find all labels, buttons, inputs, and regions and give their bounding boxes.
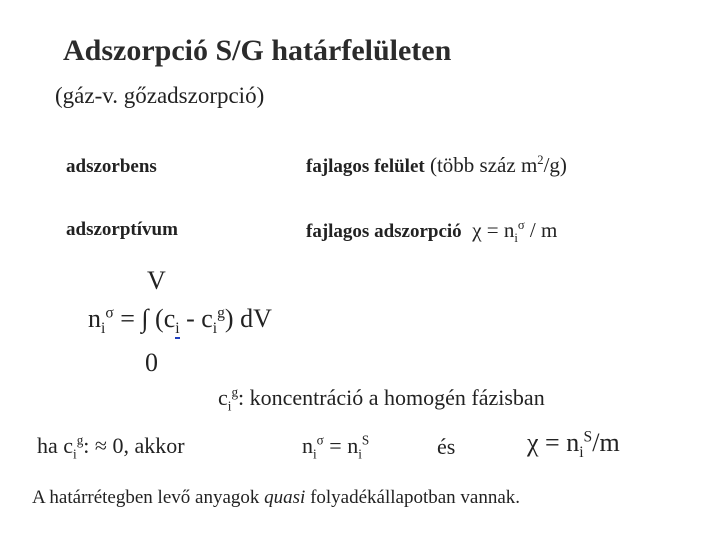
condition-ha-subscript: i xyxy=(73,446,77,462)
footer-sentence xyxy=(32,488,520,507)
subtitle: (gáz-v. gőzadszorpció) xyxy=(55,83,265,108)
concentration-note xyxy=(218,384,545,414)
equality-rhs: = n xyxy=(323,433,359,458)
chi-result-end: /m xyxy=(592,428,620,457)
equality-rhs-superscript: S xyxy=(361,432,370,448)
chi-result-superscript: S xyxy=(583,428,593,446)
integral-equation xyxy=(88,304,272,338)
condition-ha-end: : ≈ 0, akkor xyxy=(83,433,185,458)
condition-ha: ha c xyxy=(37,433,74,458)
note-superscript: g xyxy=(231,384,239,400)
surface-excess-equality xyxy=(302,432,370,462)
chi-result xyxy=(527,428,620,462)
integral-tail: ) dV xyxy=(224,304,272,333)
integral-c2-subscript: i xyxy=(212,320,218,338)
note-text: : koncentráció a homogén fázisban xyxy=(238,385,545,410)
page-title: Adszorpció S/G határfelületen xyxy=(63,34,452,67)
condition-ha-superscript: g xyxy=(76,432,84,448)
equality-rhs-subscript: i xyxy=(358,446,362,462)
integral-upper-limit: V xyxy=(147,266,166,295)
footer-italic: quasi xyxy=(264,487,306,508)
footer-after: folyadékállapotban vannak. xyxy=(305,487,521,508)
equality-n-subscript: i xyxy=(313,446,317,462)
integral-lhs-superscript: σ xyxy=(105,304,114,322)
specific-surface-unit-end: /g) xyxy=(543,153,567,177)
note-c: c xyxy=(218,385,228,410)
chi-def-subscript: i xyxy=(514,231,518,246)
chi-result-subscript: i xyxy=(579,444,584,462)
specific-surface-term: fajlagos felület xyxy=(306,156,425,177)
specific-adsorption-term: fajlagos adszorpció xyxy=(306,221,462,242)
adsorptive-label: adszorptívum xyxy=(66,219,178,240)
integral-lhs-subscript: i xyxy=(101,320,106,338)
integral-c2-superscript: g xyxy=(217,304,225,322)
integral-minus: - c xyxy=(179,304,213,333)
specific-surface-desc: (több száz m xyxy=(429,153,538,177)
condition-text xyxy=(37,432,185,462)
specific-adsorption-line xyxy=(306,218,558,246)
integral-lower-limit: 0 xyxy=(145,348,158,377)
integral-sign: = ∫ (c xyxy=(113,304,176,333)
specific-surface-exponent: 2 xyxy=(537,153,544,167)
specific-surface-line xyxy=(306,155,567,176)
integral-c1-subscript: i xyxy=(175,320,180,338)
note-subscript: i xyxy=(227,398,232,414)
chi-def-superscript: σ xyxy=(517,218,525,232)
chi-definition: χ = n xyxy=(472,218,515,242)
footer-before: A határrétegben levő anyagok xyxy=(32,487,265,508)
equality-n-superscript: σ xyxy=(316,432,324,448)
chi-result-lhs: χ = n xyxy=(527,428,580,457)
adsorbent-label: adszorbens xyxy=(66,156,157,177)
chi-def-end: / m xyxy=(524,218,558,242)
conjunction-es: és xyxy=(437,434,456,459)
integral-lhs: n xyxy=(88,304,101,333)
equality-n: n xyxy=(302,433,313,458)
